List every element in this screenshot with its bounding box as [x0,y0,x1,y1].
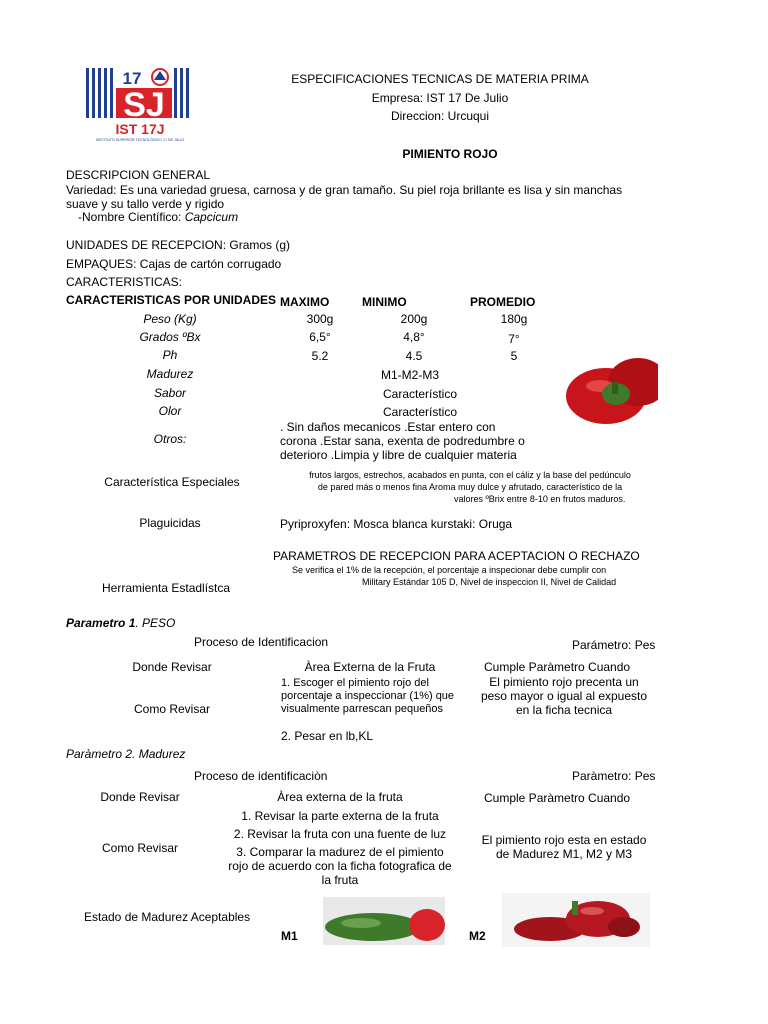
otros-line-1: . Sin daños mecanicos .Estar entero con [280,420,496,434]
plaguicidas-value: Pyriproxyfen: Mosca blanca kurstaki: Oruga [280,517,513,531]
otros-label: Otros: [153,432,187,446]
row-name: Grados ºBx [139,330,201,344]
header-avg: PROMEDIO [470,295,536,309]
row-name: Ph [162,348,178,362]
otros-line-2: corona .Estar sana, exenta de podredumbre o [280,434,525,448]
address: Direccion: Urcuqui [390,109,490,123]
red-pepper-image [560,352,658,432]
company: Empresa: IST 17 De Julio [371,91,509,105]
param2-complies-label: Cumple Paràmetro Cuando [484,791,631,805]
param1-where-label: Donde Revisar [132,660,212,674]
param2-step3-line-2: rojo de acuerdo con la ficha fotografica de [228,859,452,873]
especiales-line-3: valores ºBrix entre 8-10 en frutos maduros. [454,494,626,504]
row-min: 200g [400,312,428,326]
header-min: MINIMO [362,295,407,309]
param1-step1-line-1: 1. Escoger el pimiento rojo del [281,677,429,689]
row-name: Peso (Kg) [143,312,197,326]
row-max: 5.2 [311,349,329,363]
m1-pepper-image [323,897,445,945]
reception-units: UNIDADES DE RECEPCION: Gramos (g) [66,238,291,252]
param1-step1-line-3: visualmente parrescan pequeños [281,703,444,715]
scientific-name: -Nombre Científico: Capcicum [78,210,239,224]
row-max: 6,5° [309,330,331,344]
param1-how-label: Como Revisar [133,702,211,716]
especiales-line-2: de pared más o menos fina Aroma muy dulce y afrutado, característico de la [317,482,623,492]
param2-process: Proceso de identificaciòn [194,769,328,783]
variety-label: Variedad: [66,183,117,197]
logo-number: 17 [122,69,142,88]
param1-param-label: Parámetro: Pes [572,638,656,652]
logo-subtitle: INSTITUTO SUPERIOR TECNOLÓGICO 17 DE JULIO [95,138,185,142]
table-label-header: CARACTERISTICAS POR UNIDADES [66,293,277,307]
plaguicidas-label: Plaguicidas [139,516,201,530]
param2-param-label: Paràmetro: Pes [572,769,656,783]
param2-title: Paràmetro 2. Madurez [66,747,186,761]
tool-line-1: Se verifica el 1% de la recepción, el porcentaje a inspecionar debe cumplir con [292,565,607,575]
param2-step3-line-1: 3. Comparar la madurez de el pimiento [236,845,444,859]
row-min: 4.5 [405,349,423,363]
param1-complies-line-2: peso mayor o igual al expuesto [480,689,648,703]
row-max: 300g [306,312,334,326]
param2-step2: 2. Revisar la fruta con una fuente de luz [233,827,447,841]
param1-complies-line-1: El pimiento rojo precenta un [489,675,639,689]
m1-label: M1 [281,929,298,943]
row-min: 4,8° [403,330,425,344]
tool-line-2: Military Estándar 105 D, Nivel de inspeccion II, Nivel de Calidad [362,577,617,587]
param1-title: Parametro 1. PESO [66,616,176,630]
variety-line-2: suave y su tallo verde y rigido [66,197,225,211]
param1-where-value: Àrea Externa de la Fruta [304,660,436,674]
param1-process: Proceso de Identificacion [194,635,329,649]
m2-label: M2 [469,929,486,943]
param1-complies-label: Cumple Paràmetro Cuando [484,660,631,674]
tool-label: Herramienta Estadlístca [102,581,231,595]
variety-line-1: Variedad: Es una variedad gruesa, carnosa y de gran tamaño. Su piel roja brillante es lisa y sin manchas [66,183,623,197]
logo-letters: SJ [123,86,165,124]
olor-value: Característico [382,405,458,419]
param2-step1: 1. Revisar la parte externa de la fruta [241,809,439,823]
param1-step2: 2. Pesar en lb,KL [281,729,374,743]
general-heading: DESCRIPCION GENERAL [66,168,211,182]
row-avg: 5 [510,349,518,363]
especiales-line-1: frutos largos, estrechos, acabados en punta, con el cáliz y la base del pedúnculo [309,470,631,480]
otros-line-3: deterioro .Limpia y libre de cualquier materia [280,448,517,462]
param2-where-label: Donde Revisar [100,790,180,804]
param1-step1-line-2: porcentaje a inspeccionar (1%) que [281,690,455,702]
param2-where-value: Àrea externa de la fruta [277,790,403,804]
param2-complies-line-2: de Madurez M1, M2 y M3 [495,847,633,861]
sabor-label: Sabor [153,386,187,400]
document-title: ESPECIFICACIONES TECNICAS DE MATERIA PRIMA [291,72,589,86]
row-avg: 7° [508,332,520,346]
madurez-value: M1-M2-M3 [380,368,439,382]
param2-how-label: Como Revisar [101,841,179,855]
logo-name: IST 17J [115,121,165,137]
param2-complies-line-1: El pimiento rojo esta en estado [481,833,647,847]
params-heading: PARAMETROS DE RECEPCION PARA ACEPTACION O RECHAZO [273,549,640,563]
scientific-name-value: Capcicum [184,210,239,224]
m2-pepper-image [502,893,650,947]
param2-step3-line-3: la fruta [321,873,359,887]
product-name: PIMIENTO ROJO [402,147,498,161]
sabor-value: Característico [382,387,458,401]
characteristics-heading: CARACTERISTICAS: [66,275,183,289]
madurez-label: Madurez [146,367,194,381]
header-max: MAXIMO [280,295,330,309]
especiales-label: Característica Especiales [104,475,240,489]
institute-logo [80,66,200,142]
param1-complies-line-3: en la ficha tecnica [515,703,613,717]
packaging: EMPAQUES: Cajas de cartón corrugado [66,257,282,271]
states-label: Estado de Madurez Aceptables [84,910,251,924]
olor-label: Olor [158,404,182,418]
row-avg: 180g [500,312,528,326]
